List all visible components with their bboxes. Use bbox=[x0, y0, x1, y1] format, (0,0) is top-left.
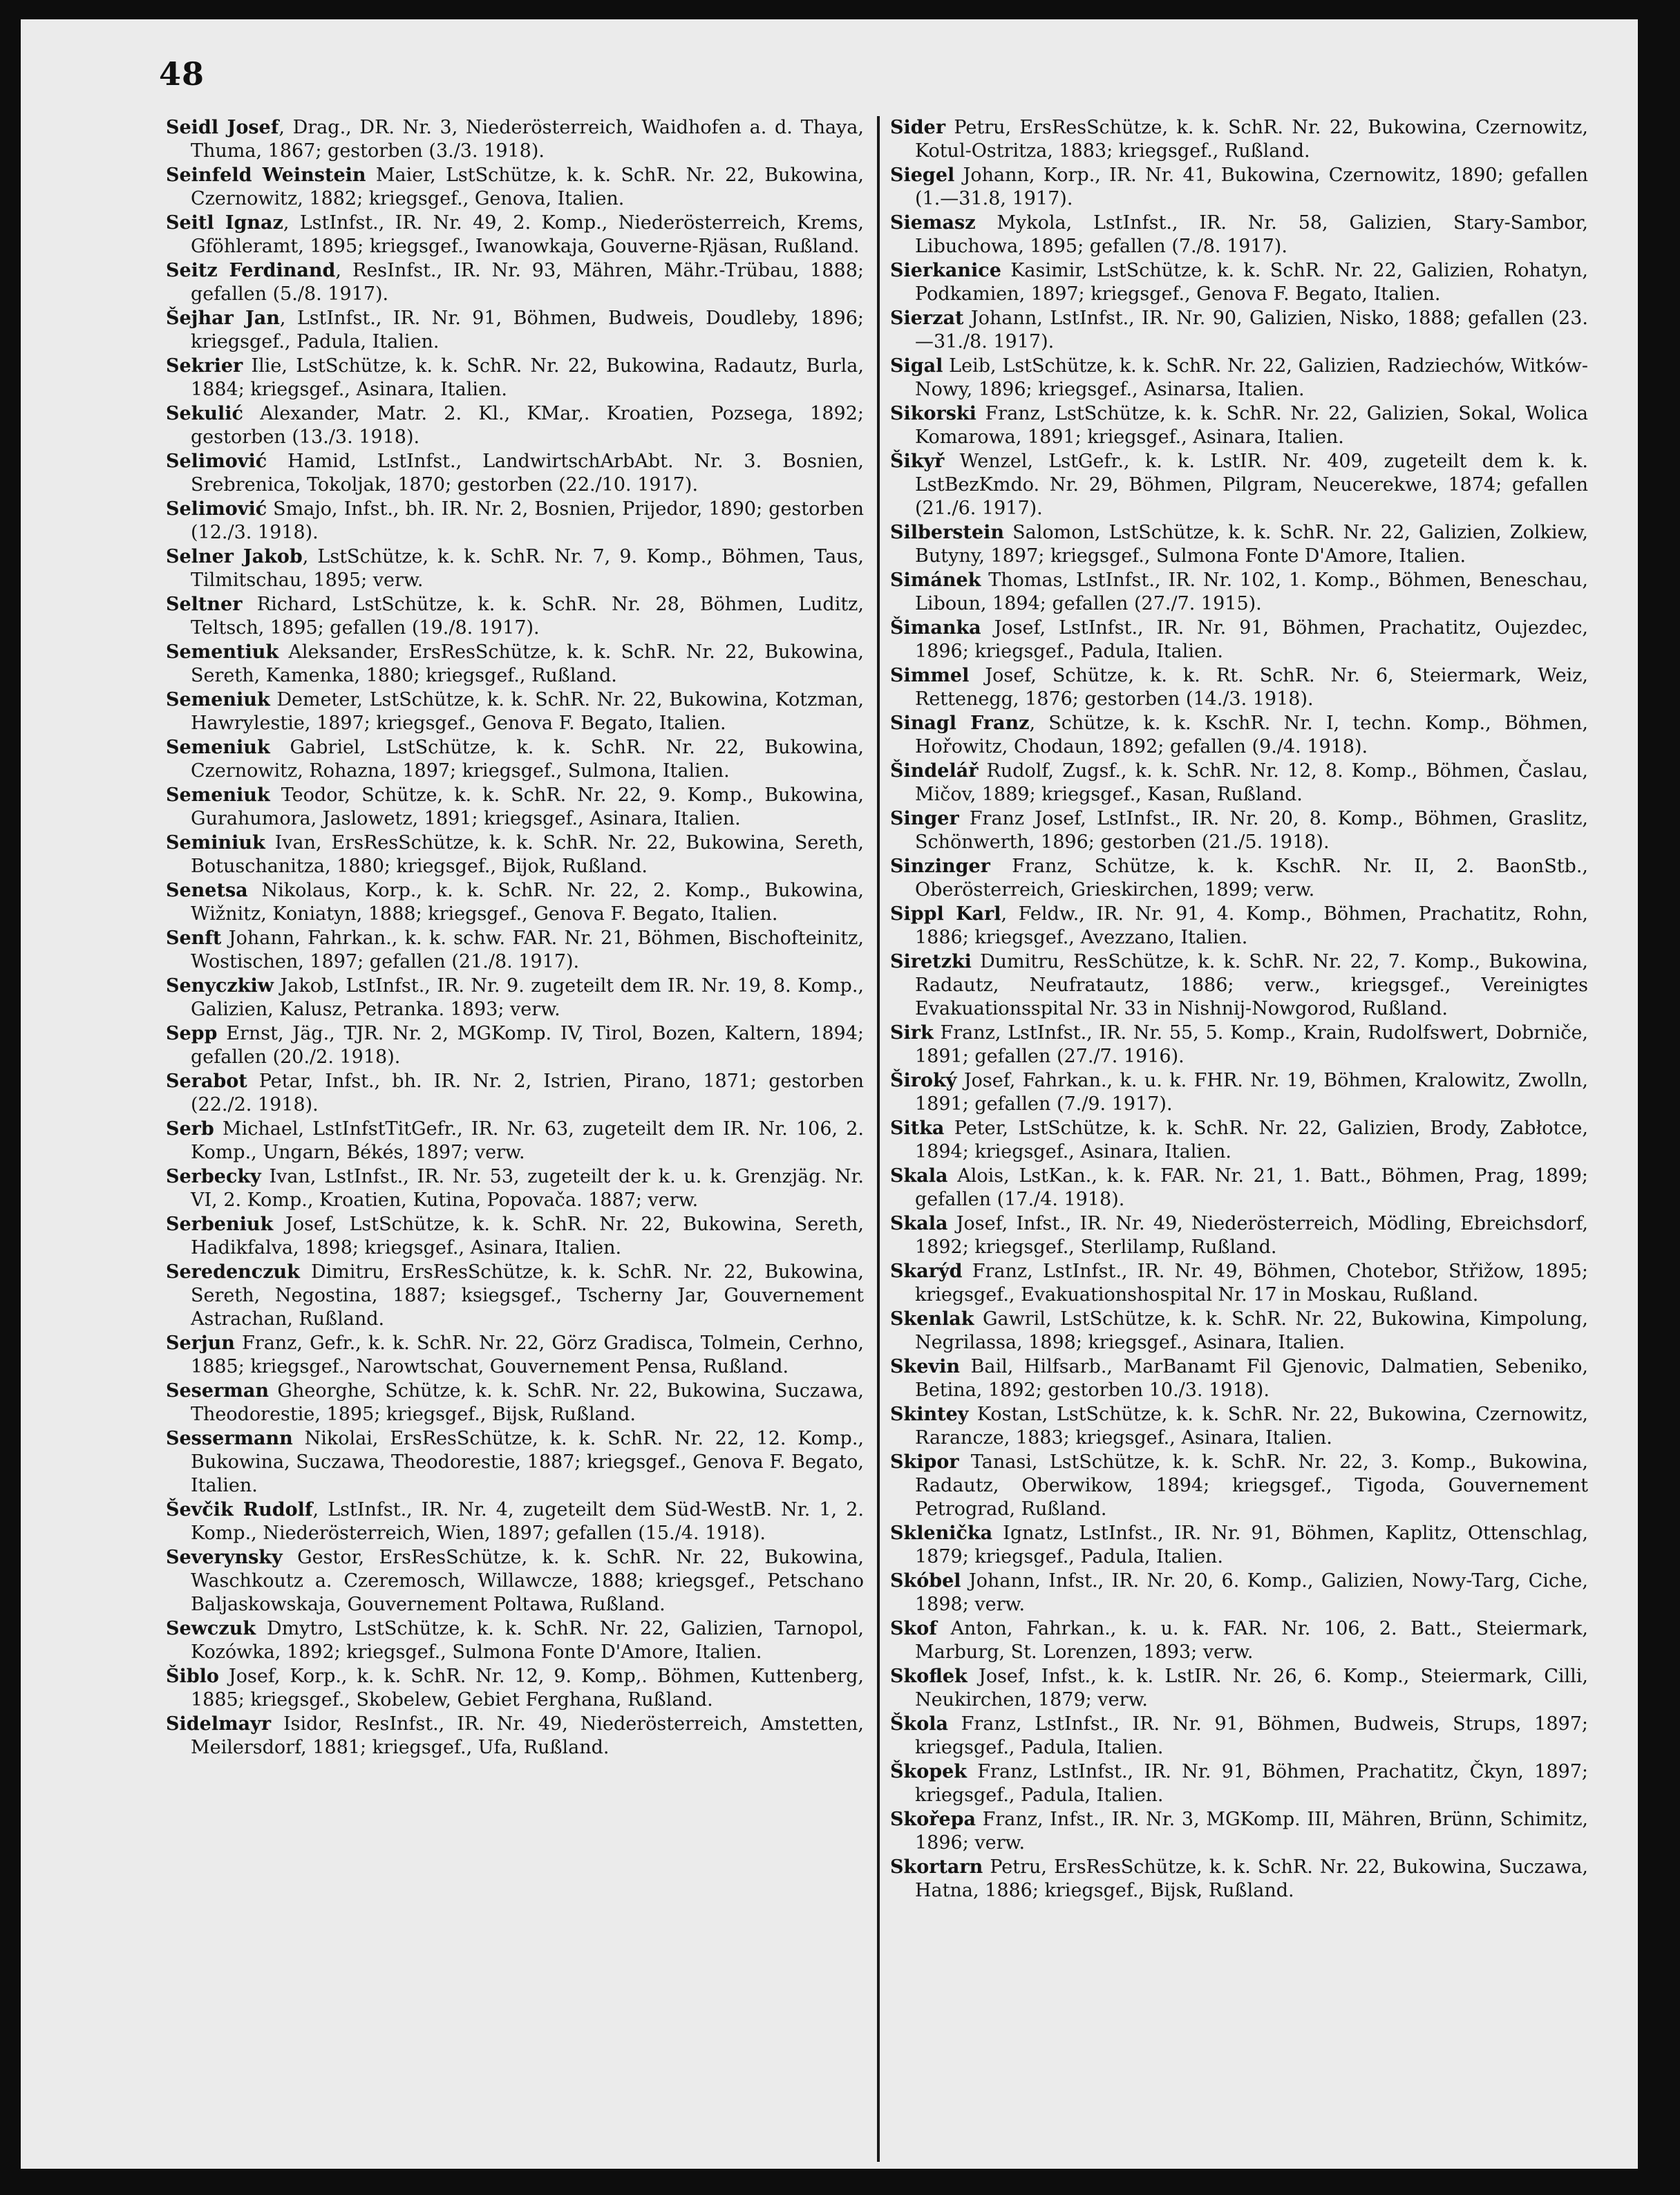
entry-details: Richard, LstSchütze, k. k. SchR. Nr. 28, Böhmen, Luditz, Teltsch, 1895; gefallen (19./8. 1917). bbox=[191, 594, 864, 639]
right-column bbox=[890, 116, 1588, 1903]
list-entry bbox=[166, 450, 864, 497]
list-entry bbox=[890, 1570, 1588, 1617]
entry-name: Seitl Ignaz bbox=[166, 212, 283, 234]
list-entry bbox=[166, 879, 864, 926]
entry-details: Smajo, Infst., bh. IR. Nr. 2, Bosnien, Prijedor, 1890; gestorben (12./3. 1918). bbox=[191, 498, 864, 543]
entry-details: , Feldw., IR. Nr. 91, 4. Komp., Böhmen, Prachatitz, Rohn, 1886; kriegsgef., Avezzano, Italien. bbox=[915, 903, 1588, 948]
entry-details: Wenzel, LstGefr., k. k. LstIR. Nr. 409, zugeteilt dem k. k. LstBezKmdo. Nr. 29, Böhmen, Pilgram, Neucerekwe, 1874; gefallen (21./6. 1917). bbox=[915, 451, 1588, 519]
entry-details: Franz, LstSchütze, k. k. SchR. Nr. 22, Galizien, Sokal, Wolica Komarowa, 1891; kriegsgef., Asinara, Italien. bbox=[915, 403, 1588, 448]
entry-details: Gestor, ErsResSchütze, k. k. SchR. Nr. 22, Bukowina, Waschkoutz a. Czeremosch, Willawcze, 1888; kriegsgef., Petschano Baljaskowskaja, Gouvernement Poltawa, Rußland. bbox=[191, 1547, 864, 1615]
entry-name: Sigal bbox=[890, 355, 943, 377]
entry-details: Gheorghe, Schütze, k. k. SchR. Nr. 22, Bukowina, Suczawa, Theodorestie, 1895; kriegsgef., Bijsk, Rußland. bbox=[191, 1380, 864, 1425]
entry-name: Sidelmayr bbox=[166, 1713, 272, 1735]
list-entry bbox=[890, 1856, 1588, 1903]
entry-details: Ivan, ErsResSchütze, k. k. SchR. Nr. 22, Bukowina, Sereth, Botuschanitza, 1880; kriegsgef., Bijok, Rußland. bbox=[191, 832, 864, 877]
entry-name: Sekrier bbox=[166, 355, 243, 377]
list-entry bbox=[890, 760, 1588, 807]
list-entry bbox=[890, 1355, 1588, 1402]
entry-name: Sider bbox=[890, 117, 946, 138]
entry-name: Sementiuk bbox=[166, 641, 279, 663]
list-entry bbox=[890, 1808, 1588, 1855]
entry-details: , LstInfst., IR. Nr. 49, 2. Komp., Niederösterreich, Krems, Gföhleramt, 1895; kriegsgef., Iwanowkaja, Gouverne-Rjäsan, Rußland. bbox=[191, 212, 864, 257]
entry-details: , Schütze, k. k. KschR. Nr. I, techn. Komp., Böhmen, Hořowitz, Chodaun, 1892; gefallen (9./4. 1918). bbox=[915, 713, 1588, 757]
entry-name: Selner Jakob bbox=[166, 546, 303, 567]
list-entry bbox=[166, 259, 864, 306]
list-entry bbox=[890, 950, 1588, 1021]
entry-details: Josef, Infst., IR. Nr. 49, Niederösterreich, Mödling, Ebreichsdorf, 1892; kriegsgef., Sterlilamp, Rußland. bbox=[915, 1213, 1588, 1258]
list-entry bbox=[890, 569, 1588, 616]
entry-details: Aleksander, ErsResSchütze, k. k. SchR. Nr. 22, Bukowina, Sereth, Kamenka, 1880; kriegsgef., Rußland. bbox=[191, 641, 864, 686]
entry-details: Franz, LstInfst., IR. Nr. 91, Böhmen, Budweis, Strups, 1897; kriegsgef., Padula, Italien. bbox=[915, 1713, 1588, 1758]
entry-name: Sirk bbox=[890, 1022, 934, 1044]
entry-name: Skenlak bbox=[890, 1308, 974, 1330]
entry-name: Skoflek bbox=[890, 1666, 968, 1687]
entry-name: Seserman bbox=[166, 1380, 269, 1402]
list-entry bbox=[890, 1212, 1588, 1259]
entry-details: , Drag., DR. Nr. 3, Niederösterreich, Waidhofen a. d. Thaya, Thuma, 1867; gestorben (3./3. 1918). bbox=[191, 117, 864, 162]
entry-details: Michael, LstInfstTitGefr., IR. Nr. 63, zugeteilt dem IR. Nr. 106, 2. Komp., Ungarn, Békés, 1897; verw. bbox=[191, 1118, 864, 1163]
entry-details: Dmytro, LstSchütze, k. k. SchR. Nr. 22, Galizien, Tarnopol, Kozówka, 1892; kriegsgef., Sulmona Fonte D'Amore, Italien. bbox=[191, 1618, 864, 1663]
list-entry bbox=[166, 1022, 864, 1069]
entry-name: Skof bbox=[890, 1618, 937, 1639]
list-entry bbox=[890, 1117, 1588, 1164]
left-column bbox=[166, 116, 864, 1760]
entry-name: Šiblo bbox=[166, 1666, 219, 1687]
list-entry bbox=[890, 1665, 1588, 1712]
list-entry bbox=[890, 1260, 1588, 1307]
entry-details: Petru, ErsResSchütze, k. k. SchR. Nr. 22, Bukowina, Czernowitz, Kotul-Ostritza, 1883; kriegsgef., Rußland. bbox=[915, 117, 1588, 162]
entry-details: , LstInfst., IR. Nr. 91, Böhmen, Budweis, Doudleby, 1896; kriegsgef., Padula, Italien. bbox=[191, 308, 864, 352]
list-entry bbox=[166, 1213, 864, 1260]
entry-name: Sinagl Franz bbox=[890, 713, 1030, 734]
list-entry bbox=[890, 521, 1588, 568]
list-entry bbox=[166, 974, 864, 1021]
entry-name: Šikyř bbox=[890, 451, 945, 472]
entry-name: Ševčik Rudolf bbox=[166, 1499, 313, 1520]
entry-details: Anton, Fahrkan., k. u. k. FAR. Nr. 106, 2. Batt., Steiermark, Marburg, St. Lorenzen, 1893; verw. bbox=[915, 1618, 1588, 1663]
entry-details: Alexander, Matr. 2. Kl., KMar,. Kroatien, Pozsega, 1892; gestorben (13./3. 1918). bbox=[191, 403, 864, 448]
list-entry bbox=[890, 855, 1588, 902]
entry-name: Skořepa bbox=[890, 1809, 976, 1830]
list-entry bbox=[890, 1760, 1588, 1807]
page-number: 48 bbox=[159, 55, 205, 93]
list-entry bbox=[890, 450, 1588, 520]
entry-name: Serjun bbox=[166, 1332, 235, 1354]
list-entry bbox=[890, 1069, 1588, 1116]
entry-details: Kasimir, LstSchütze, k. k. SchR. Nr. 22, Galizien, Rohatyn, Podkamien, 1897; kriegsgef., Genova F. Begato, Italien. bbox=[915, 260, 1588, 305]
list-entry bbox=[166, 1665, 864, 1712]
entry-details: , ResInfst., IR. Nr. 93, Mähren, Mähr.-Trübau, 1888; gefallen (5./8. 1917). bbox=[191, 260, 864, 305]
entry-details: Franz, LstInfst., IR. Nr. 49, Böhmen, Chotebor, Střižow, 1895; kriegsgef., Evakuationshospital Nr. 17 in Moskau, Rußland. bbox=[915, 1261, 1588, 1306]
entry-details: Mykola, LstInfst., IR. Nr. 58, Galizien, Stary-Sambor, Libuchowa, 1895; gefallen (7./8. 1917). bbox=[915, 212, 1588, 257]
entry-details: , LstSchütze, k. k. SchR. Nr. 7, 9. Komp., Böhmen, Taus, Tilmitschau, 1895; verw. bbox=[191, 546, 865, 591]
list-entry bbox=[890, 616, 1588, 663]
entry-details: Josef, LstInfst., IR. Nr. 91, Böhmen, Prachatitz, Oujezdec, 1896; kriegsgef., Padula, Italien. bbox=[915, 617, 1588, 662]
entry-details: Hamid, LstInfst., LandwirtschArbAbt. Nr. 3. Bosnien, Srebrenica, Tokoljak, 1870; gestorben (22./10. 1917). bbox=[191, 451, 864, 496]
entry-name: Sklenička bbox=[890, 1523, 993, 1544]
list-entry bbox=[166, 831, 864, 878]
entry-name: Seltner bbox=[166, 594, 243, 615]
entry-name: Siretzki bbox=[890, 951, 972, 972]
list-entry bbox=[890, 211, 1588, 258]
entry-details: Franz, Schütze, k. k. KschR. Nr. II, 2. BaonStb., Oberösterreich, Grieskirchen, 1899; verw. bbox=[915, 856, 1588, 901]
entry-name: Siemasz bbox=[890, 212, 976, 234]
entry-name: Skarýd bbox=[890, 1261, 963, 1282]
entry-details: Isidor, ResInfst., IR. Nr. 49, Niederösterreich, Amstetten, Meilersdorf, 1881; kriegsgef., Ufa, Rußland. bbox=[191, 1713, 864, 1758]
list-entry bbox=[890, 1403, 1588, 1450]
entry-name: Sippl Karl bbox=[890, 903, 1001, 925]
entry-name: Skala bbox=[890, 1213, 948, 1234]
entry-name: Semeniuk bbox=[166, 737, 270, 758]
entry-details: Petru, ErsResSchütze, k. k. SchR. Nr. 22, Bukowina, Suczawa, Hatna, 1886; kriegsgef., Bijsk, Rußland. bbox=[915, 1856, 1588, 1901]
entry-name: Sikorski bbox=[890, 403, 976, 424]
entry-name: Simmel bbox=[890, 665, 970, 686]
entry-details: Ernst, Jäg., TJR. Nr. 2, MGKomp. IV, Tirol, Bozen, Kaltern, 1894; gefallen (20./2. 1918). bbox=[191, 1023, 864, 1068]
entry-details: Leib, LstSchütze, k. k. SchR. Nr. 22, Galizien, Radziechów, Witków-Nowy, 1896; kriegsgef., Asinarsa, Italien. bbox=[915, 355, 1588, 400]
entry-details: Franz Josef, LstInfst., IR. Nr. 20, 8. Komp., Böhmen, Graslitz, Schönwerth, 1896; gestorben (21./5. 1918). bbox=[915, 808, 1588, 853]
entry-details: Josef, Infst., k. k. LstIR. Nr. 26, 6. Komp., Steiermark, Cilli, Neukirchen, 1879; verw. bbox=[915, 1666, 1588, 1711]
entry-name: Skortarn bbox=[890, 1856, 983, 1878]
entry-name: Šimanka bbox=[890, 617, 981, 639]
entry-name: Sierkanice bbox=[890, 260, 1001, 281]
entry-details: Josef, Korp., k. k. SchR. Nr. 12, 9. Komp,. Böhmen, Kuttenberg, 1885; kriegsgef., Skobelew, Gebiet Ferghana, Rußland. bbox=[191, 1666, 864, 1711]
list-entry bbox=[890, 1713, 1588, 1760]
list-entry bbox=[890, 1617, 1588, 1664]
list-entry bbox=[890, 1451, 1588, 1521]
list-entry bbox=[166, 1617, 864, 1664]
list-entry bbox=[166, 593, 864, 640]
entry-name: Skintey bbox=[890, 1404, 969, 1425]
list-entry bbox=[166, 1498, 864, 1545]
entry-details: Demeter, LstSchütze, k. k. SchR. Nr. 22, Bukowina, Kotzman, Hawrylestie, 1897; kriegsgef., Genova F. Begato, Italien. bbox=[191, 689, 864, 734]
entry-details: Johann, Fahrkan., k. k. schw. FAR. Nr. 21, Böhmen, Bischofteinitz, Wostischen, 1897; gefallen (21./8. 1917). bbox=[191, 927, 864, 972]
entry-details: Josef, Fahrkan., k. u. k. FHR. Nr. 19, Böhmen, Kralowitz, Zwolln, 1891; gefallen (7./9. 1917). bbox=[915, 1070, 1588, 1115]
entry-details: Ivan, LstInfst., IR. Nr. 53, zugeteilt der k. u. k. Grenzjäg. Nr. VI, 2. Komp., Kroatien, Kutina, Popovača. 1887; verw. bbox=[191, 1166, 864, 1211]
entry-name: Šindelář bbox=[890, 760, 979, 782]
entry-name: Serbeniuk bbox=[166, 1214, 274, 1235]
entry-details: Nikolaus, Korp., k. k. SchR. Nr. 22, 2. Komp., Bukowina, Wižnitz, Koniatyn, 1888; kriegsgef., Genova F. Begato, Italien. bbox=[191, 880, 864, 925]
entry-name: Semeniuk bbox=[166, 784, 270, 806]
list-entry bbox=[890, 355, 1588, 402]
entry-name: Sinzinger bbox=[890, 856, 990, 877]
entry-details: Maier, LstSchütze, k. k. SchR. Nr. 22, Bukowina, Czernowitz, 1882; kriegsgef., Genova, Italien. bbox=[191, 164, 864, 209]
entry-details: Salomon, LstSchütze, k. k. SchR. Nr. 22, Galizien, Zolkiew, Butyny, 1897; kriegsgef., Sulmona Fonte D'Amore, Italien. bbox=[915, 522, 1588, 567]
list-entry bbox=[166, 545, 864, 592]
entry-details: Franz, LstInfst., IR. Nr. 91, Böhmen, Prachatitz, Čkyn, 1897; kriegsgef., Padula, Italien. bbox=[915, 1761, 1588, 1806]
list-entry bbox=[890, 807, 1588, 854]
entry-details: Alois, LstKan., k. k. FAR. Nr. 21, 1. Batt., Böhmen, Prag, 1899; gefallen (17./4. 1918). bbox=[915, 1165, 1588, 1210]
list-entry bbox=[166, 211, 864, 258]
entry-details: Johann, Korp., IR. Nr. 41, Bukowina, Czernowitz, 1890; gefallen (1.—31.8, 1917). bbox=[915, 164, 1588, 209]
entry-name: Škola bbox=[890, 1713, 948, 1735]
entry-name: Semeniuk bbox=[166, 689, 270, 710]
entry-details: Franz, Infst., IR. Nr. 3, MGKomp. III, Mähren, Brünn, Schimitz, 1896; verw. bbox=[915, 1809, 1588, 1854]
list-entry bbox=[890, 116, 1588, 163]
list-entry bbox=[166, 1427, 864, 1498]
list-entry bbox=[166, 402, 864, 449]
entry-details: Josef, LstSchütze, k. k. SchR. Nr. 22, Bukowina, Sereth, Hadikfalva, 1898; kriegsgef., Asinara, Italien. bbox=[191, 1214, 864, 1259]
entry-name: Selimović bbox=[166, 498, 267, 520]
entry-name: Sewczuk bbox=[166, 1618, 256, 1639]
entry-details: Franz, LstInfst., IR. Nr. 55, 5. Komp., Krain, Rudolfswert, Dobrniče, 1891; gefallen (27./7. 1916). bbox=[915, 1022, 1588, 1067]
list-entry bbox=[166, 1379, 864, 1426]
entry-details: Tanasi, LstSchütze, k. k. SchR. Nr. 22, 3. Komp., Bukowina, Radautz, Oberwikow, 1894; kriegsgef., Tigoda, Gouvernement Petrograd, Rußland. bbox=[915, 1451, 1588, 1520]
entry-name: Škopek bbox=[890, 1761, 967, 1782]
entry-name: Sekulić bbox=[166, 403, 243, 424]
entry-name: Seminiuk bbox=[166, 832, 265, 854]
entry-details: Jakob, LstInfst., IR. Nr. 9. zugeteilt dem IR. Nr. 19, 8. Komp., Galizien, Kalusz, Petranka. 1893; verw. bbox=[191, 975, 864, 1020]
entry-details: Petar, Infst., bh. IR. Nr. 2, Istrien, Pirano, 1871; gestorben (22./2. 1918). bbox=[191, 1071, 864, 1115]
entry-details: Thomas, LstInfst., IR. Nr. 102, 1. Komp., Böhmen, Beneschau, Liboun, 1894; gefallen (27./7. 1915). bbox=[915, 569, 1588, 614]
document-page bbox=[21, 19, 1638, 2169]
entry-details: Teodor, Schütze, k. k. SchR. Nr. 22, 9. Komp., Bukowina, Gurahumora, Jaslowetz, 1891; kriegsgef., Asinara, Italien. bbox=[191, 784, 864, 829]
list-entry bbox=[890, 402, 1588, 449]
entry-details: Franz, Gefr., k. k. SchR. Nr. 22, Görz Gradisca, Tolmein, Cerhno, 1885; kriegsgef., Narowtschat, Gouvernement Pensa, Rußland. bbox=[191, 1332, 864, 1377]
column-divider bbox=[877, 116, 880, 2162]
entry-name: Skala bbox=[890, 1165, 948, 1187]
list-entry bbox=[166, 784, 864, 831]
list-entry bbox=[166, 498, 864, 545]
list-entry bbox=[166, 1713, 864, 1760]
entry-details: Kostan, LstSchütze, k. k. SchR. Nr. 22, Bukowina, Czernowitz, Rarancze, 1883; kriegsgef., Asinara, Italien. bbox=[915, 1404, 1588, 1449]
entry-name: Seitz Ferdinand bbox=[166, 260, 336, 281]
entry-details: Gawril, LstSchütze, k. k. SchR. Nr. 22, Bukowina, Kimpolung, Negrilassa, 1898; kriegsgef., Asinara, Italien. bbox=[915, 1308, 1588, 1353]
list-entry bbox=[166, 1546, 864, 1617]
entry-name: Sierzat bbox=[890, 308, 964, 329]
entry-name: Simánek bbox=[890, 569, 981, 591]
list-entry bbox=[166, 307, 864, 354]
entry-name: Široký bbox=[890, 1070, 957, 1091]
entry-details: Josef, Schütze, k. k. Rt. SchR. Nr. 6, Steiermark, Weiz, Rettenegg, 1876; gestorben (14./3. 1918). bbox=[915, 665, 1588, 710]
list-entry bbox=[166, 927, 864, 974]
entry-name: Silberstein bbox=[890, 522, 1005, 543]
entry-details: Rudolf, Zugsf., k. k. SchR. Nr. 12, 8. Komp., Böhmen, Časlau, Mičov, 1889; kriegsgef., Kasan, Rußland. bbox=[915, 760, 1588, 805]
list-entry bbox=[890, 1021, 1588, 1068]
list-entry bbox=[890, 1165, 1588, 1212]
entry-details: , LstInfst., IR. Nr. 4, zugeteilt dem Süd-WestB. Nr. 1, 2. Komp., Niederösterreich, Wien, 1897; gefallen (15./4. 1918). bbox=[191, 1499, 864, 1544]
entry-name: Sepp bbox=[166, 1023, 218, 1044]
entry-name: Seredenczuk bbox=[166, 1261, 300, 1283]
list-entry bbox=[890, 664, 1588, 711]
entry-details: Nikolai, ErsResSchütze, k. k. SchR. Nr. 22, 12. Komp., Bukowina, Suczawa, Theodorestie, 1887; kriegsgef., Genova F. Begato, Italien. bbox=[191, 1428, 864, 1496]
list-entry bbox=[166, 688, 864, 735]
entry-name: Skipor bbox=[890, 1451, 959, 1473]
entry-details: Dimitru, ErsResSchütze, k. k. SchR. Nr. 22, Bukowina, Sereth, Negostina, 1887; ksiegsgef., Tscherny Jar, Gouvernement Astrachan, Rußland. bbox=[191, 1261, 864, 1330]
list-entry bbox=[890, 259, 1588, 306]
entry-details: Johann, Infst., IR. Nr. 20, 6. Komp., Galizien, Nowy-Targ, Ciche, 1898; verw. bbox=[915, 1570, 1588, 1615]
entry-details: Bail, Hilfsarb., MarBanamt Fil Gjenovic, Dalmatien, Sebeniko, Betina, 1892; gestorben 10./3. 1918). bbox=[915, 1356, 1588, 1401]
entry-details: Gabriel, LstSchütze, k. k. SchR. Nr. 22, Bukowina, Czernowitz, Rohazna, 1897; kriegsgef., Sulmona, Italien. bbox=[191, 737, 864, 782]
list-entry bbox=[166, 355, 864, 402]
entry-name: Senetsa bbox=[166, 880, 248, 901]
entry-name: Sitka bbox=[890, 1118, 945, 1139]
entry-name: Selimović bbox=[166, 451, 267, 472]
list-entry bbox=[166, 164, 864, 211]
entry-name: Šejhar Jan bbox=[166, 308, 280, 329]
entry-name: Senft bbox=[166, 927, 222, 949]
entry-name: Serb bbox=[166, 1118, 214, 1140]
entry-name: Singer bbox=[890, 808, 959, 829]
entry-name: Senyczkiw bbox=[166, 975, 274, 997]
list-entry bbox=[890, 1308, 1588, 1355]
list-entry bbox=[166, 641, 864, 688]
entry-name: Siegel bbox=[890, 164, 955, 186]
entry-name: Seidl Josef bbox=[166, 117, 279, 138]
list-entry bbox=[166, 116, 864, 163]
entry-details: Johann, LstInfst., IR. Nr. 90, Galizien, Nisko, 1888; gefallen (23.—31./8. 1917). bbox=[915, 308, 1588, 352]
list-entry bbox=[890, 712, 1588, 759]
list-entry bbox=[890, 903, 1588, 950]
entry-name: Skóbel bbox=[890, 1570, 961, 1592]
list-entry bbox=[166, 1165, 864, 1212]
entry-name: Seinfeld Weinstein bbox=[166, 164, 366, 186]
list-entry bbox=[890, 1522, 1588, 1569]
entry-details: Ignatz, LstInfst., IR. Nr. 91, Böhmen, Kaplitz, Ottenschlag, 1879; kriegsgef., Padula, Italien. bbox=[915, 1523, 1588, 1567]
list-entry bbox=[890, 307, 1588, 354]
entry-details: Dumitru, ResSchütze, k. k. SchR. Nr. 22, 7. Komp., Bukowina, Radautz, Neufratautz, 1886; verw., kriegsgef., Vereinigtes Evakuationsspital Nr. 33 in Nishnij-Nowgorod, Rußland. bbox=[915, 951, 1588, 1019]
entry-details: Ilie, LstSchütze, k. k. SchR. Nr. 22, Bukowina, Radautz, Burla, 1884; kriegsgef., Asinara, Italien. bbox=[191, 355, 864, 400]
entry-name: Serabot bbox=[166, 1071, 247, 1092]
list-entry bbox=[166, 1332, 864, 1379]
list-entry bbox=[166, 1261, 864, 1331]
entry-name: Severynsky bbox=[166, 1547, 283, 1568]
entry-details: Peter, LstSchütze, k. k. SchR. Nr. 22, Galizien, Brody, Zabłotce, 1894; kriegsgef., Asinara, Italien. bbox=[915, 1118, 1588, 1162]
entry-name: Skevin bbox=[890, 1356, 960, 1377]
list-entry bbox=[890, 164, 1588, 211]
entry-name: Serbecky bbox=[166, 1166, 261, 1187]
list-entry bbox=[166, 1070, 864, 1117]
list-entry bbox=[166, 736, 864, 783]
entry-name: Sessermann bbox=[166, 1428, 293, 1449]
list-entry bbox=[166, 1118, 864, 1165]
